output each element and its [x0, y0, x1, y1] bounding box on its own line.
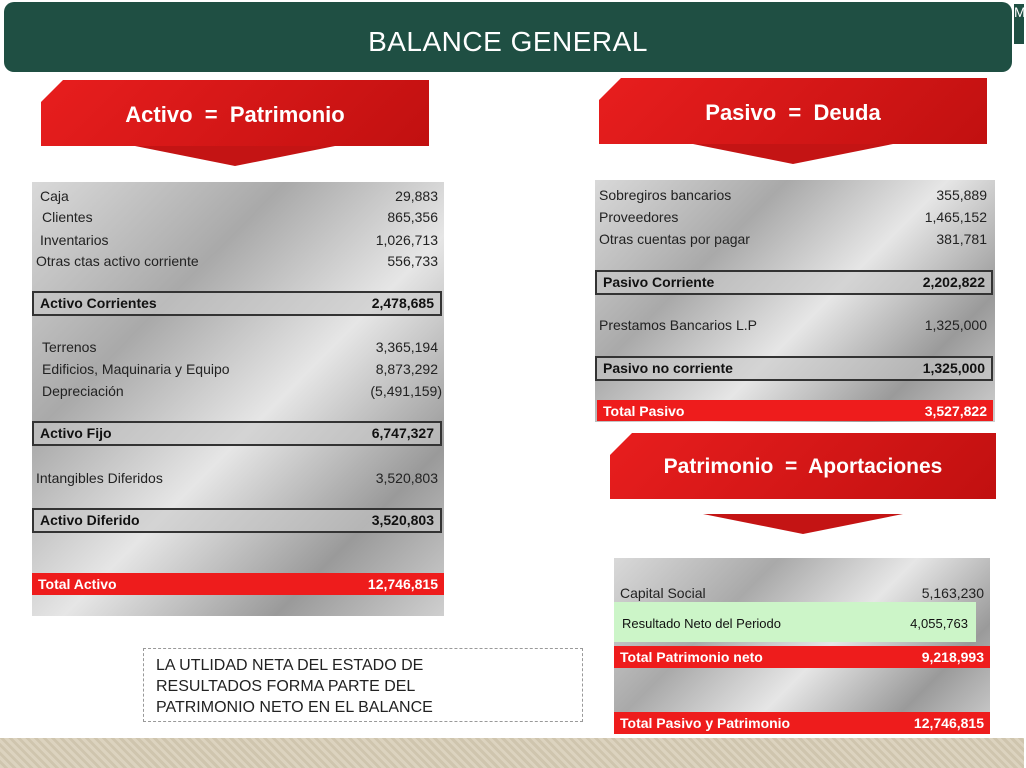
- total-row: Total Pasivo 3,527,822: [597, 400, 993, 421]
- edge-tab: M: [1014, 4, 1024, 44]
- patrimonio-panel: Capital Social 5,163,230 Resultado Neto del Periodo 4,055,763 Total Patrimonio neto 9,218,993 Total Pasivo y Patrimonio 12,746,815: [614, 558, 990, 734]
- page-title: BALANCE GENERAL: [368, 26, 648, 57]
- grand-total-row: Total Pasivo y Patrimonio 12,746,815: [614, 712, 990, 734]
- pasivo-arrow-icon: [693, 144, 893, 164]
- subtotal-row: Activo Diferido 3,520,803: [32, 508, 442, 533]
- patrimonio-arrow-icon: [703, 514, 903, 534]
- total-row: Total Activo 12,746,815: [32, 573, 444, 595]
- subtotal-row: Activo Fijo 6,747,327: [32, 421, 442, 446]
- footer-texture: [0, 738, 1024, 768]
- pasivo-banner: [599, 78, 987, 144]
- note-box: [143, 648, 583, 722]
- activo-panel: Caja 29,883 Clientes 865,356 Inventarios 1,026,713 Otras ctas activo corriente 556,733 Activo Corrientes 2,478,685 Terrenos 3,365,194 Edificios, Maquinaria y Equipo 8,873,292 Depreciación (5,491,159) Activo Fijo 6,747,327 Intangibles Diferidos 3,520,803 Activo Diferido 3,520,803 Total Activo 12,746,815: [32, 182, 444, 616]
- highlight-row: Resultado Neto del Periodo 4,055,763: [614, 602, 976, 642]
- activo-banner: [41, 80, 429, 146]
- title-bar: [4, 2, 1012, 72]
- subtotal-row: Activo Corrientes 2,478,685: [32, 291, 442, 316]
- banner-fold-corner: [610, 433, 632, 455]
- subtotal-row: Pasivo Corriente 2,202,822: [595, 270, 993, 295]
- pasivo-banner-label: Pasivo = Deuda: [705, 100, 881, 125]
- patrimonio-banner-label: Patrimonio = Aportaciones: [663, 455, 943, 478]
- note-text: LA UTLIDAD NETA DEL ESTADO DE RESULTADOS FORMA PARTE DEL PATRIMONIO NETO EN EL BALANCE: [156, 657, 433, 716]
- banner-fold-corner: [599, 78, 621, 100]
- activo-arrow-icon: [135, 146, 335, 166]
- pasivo-panel: Sobregiros bancarios 355,889 Proveedores 1,465,152 Otras cuentas por pagar 381,781 Pasivo Corriente 2,202,822 Prestamos Bancarios L.P 1,325,000 Pasivo no corriente 1,325,000 Total Pasivo 3,527,822: [595, 180, 995, 422]
- banner-fold-corner: [41, 80, 63, 102]
- total-row: Total Patrimonio neto 9,218,993: [614, 646, 990, 668]
- patrimonio-banner: [610, 433, 996, 499]
- activo-banner-label: Activo = Patrimonio: [125, 102, 345, 127]
- subtotal-row: Pasivo no corriente 1,325,000: [595, 356, 993, 381]
